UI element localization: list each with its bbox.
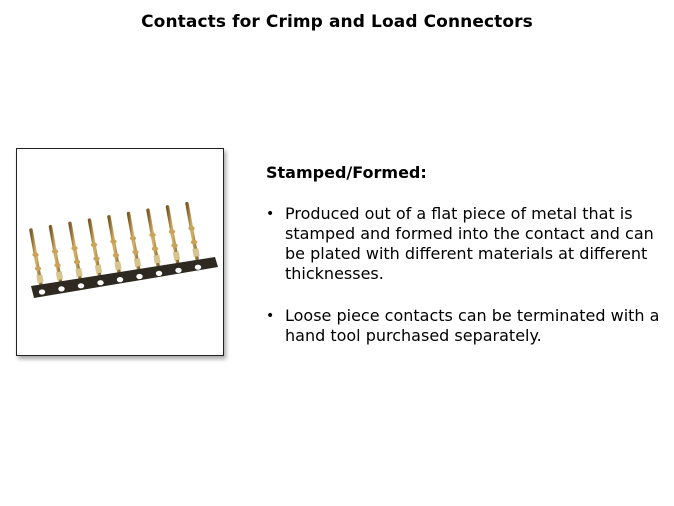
- contact-pin: [109, 217, 122, 272]
- carrier-hole: [78, 283, 84, 288]
- bullet-text: Produced out of a flat piece of metal that is stamped and formed into the contact and can be plated with different materials at different thicknesses.: [285, 204, 654, 283]
- bullet-dot: •: [266, 206, 275, 222]
- carrier-hole: [97, 280, 103, 285]
- bullet-text: Loose piece contacts can be terminated with a hand tool purchased separately.: [285, 306, 660, 345]
- stamped-contacts-illustration: [17, 149, 223, 355]
- contact-pin: [129, 214, 142, 269]
- contact-pin: [31, 230, 44, 285]
- carrier-hole: [156, 271, 162, 276]
- carrier-hole: [39, 289, 45, 294]
- contact-pin: [148, 210, 161, 265]
- contact-pin: [70, 223, 83, 278]
- section-heading: Stamped/Formed:: [266, 163, 427, 182]
- contact-pin: [187, 204, 200, 259]
- contacts-photo: [16, 148, 224, 356]
- carrier-hole: [136, 274, 142, 279]
- content-text: [266, 163, 666, 368]
- bullet-item: [266, 204, 666, 284]
- carrier-hole: [175, 268, 181, 273]
- bullet-dot: •: [266, 308, 275, 324]
- carrier-hole: [195, 265, 201, 270]
- contact-pin: [90, 220, 103, 275]
- carrier-hole: [117, 277, 123, 282]
- carrier-hole: [58, 286, 64, 291]
- contact-pin: [51, 227, 64, 282]
- slide-title: Contacts for Crimp and Load Connectors: [141, 12, 533, 32]
- bullet-item: [266, 306, 666, 346]
- contact-pin: [168, 207, 181, 262]
